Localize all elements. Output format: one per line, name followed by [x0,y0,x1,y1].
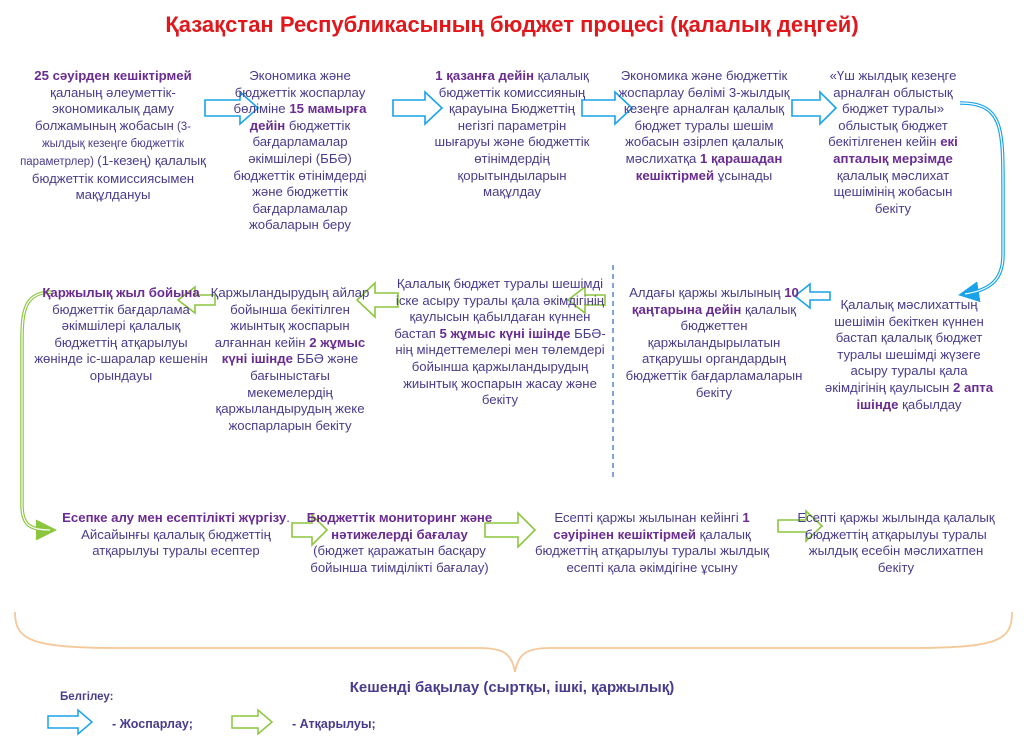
step-4-text-b: ұсынады [714,167,773,183]
step-12-monitoring [297,510,502,576]
step-7-program-approval [620,285,808,401]
step-2-budget-requests [220,68,380,234]
step-10-text: бюджеттік бағдарлама әкімшілері қалалық бюджеттің атқарылуы жөнінде іс-шаралар кешенін орындауы [34,301,208,383]
legend-execution-arrow [232,710,272,734]
step-11-accounting-reporting [60,510,292,560]
step-10-execution-measures [30,285,212,385]
step-7-text-b: қалалық бюджеттен қаржыландырылатын атқарушы органдардың бюджеттік бағдарламаларын бекіту [625,301,803,400]
step-2-text-b: бюджеттік бағдарламалар әкімшілері (ББӘ) бюджеттік өтінімдерді және бюджеттік бағдарламалар жобаларын беру [233,117,367,233]
step-12-text: (бюджет қаражатын басқару бойынша тиімділікті бағалау) [310,543,489,575]
step-12-title: Бюджеттік мониторинг және нәтижелерді бағалау [306,510,493,542]
step-7-deadline: 10 қаңтарына дейін [631,285,799,317]
step-1-deadline: 25 сәуірден кешіктірмей [34,68,192,83]
step-4-text-a: Экономика және бюджеттік жоспарлау бөлімі 3-жылдық кезеңге арналған қалалық бюджет туралы шешім жобасын әзірлеп қалалық мәслихатқа [618,68,790,166]
step-4-deadline: 1 қарашадан кешіктірмей [635,150,783,183]
complex-control-label: Кешенді бақылау (сыртқы, ішкі, қаржылық) [349,679,675,696]
step-1-forecast-approval [18,68,208,204]
step-8-financing-plan [392,276,608,409]
step-13-deadline: 1 сәуірінен кешіктірмей [553,510,750,542]
step-13-text-b: қалалық бюджеттің атқарылуы туралы жылдық есепті қала әкімдігіне ұсыну [534,526,770,575]
step-6-akimat-resolution [820,297,998,413]
step-11-text: . Айсайынғы қалалық бюджеттің атқарылуы туралы есептер [81,510,290,559]
step-5-text-a: «Үш жылдық кезеңге арналған облыстық бюджет туралы» облыстық бюджет бекітілгенен кейін [828,68,957,150]
step-5-maslikhat-approval [823,68,963,217]
step-3-text: қалалық бюджеттік комиссияның қарауына Бюджеттің негізгі параметрін шығаруы және бюджеттік өтінімдердің қорытындыларын мақұлдау [434,68,590,200]
step-6-text-b: қабылдау [898,396,962,412]
step-1-text-small: (3-жылдық кезеңге бюджеттік параметрлер) [20,120,192,168]
step-3-deadline: 1 қазанға дейін [435,68,534,83]
step-1-text-a: қаланың әлеуметтік-экономикалық даму болжамының жобасын [34,84,176,133]
step-2-text-a: Экономика және бюджеттік жоспарлау бөліміне [233,68,366,117]
step-4-draft-decision [618,68,790,184]
step-8-deadline: 5 жұмыс күні ішінде [439,325,571,341]
step-1-text-b: (1-кезең) қалалық бюджеттік комиссиясымен мақұлдануы [31,152,206,203]
step-3-commission-review [432,68,592,201]
step-9-text-a: Қаржыландырудың айлар бойынша бекітілген жиынтық жоспарын алғаннан кейін [210,285,370,350]
step-6-deadline: 2 апта ішінде [856,379,994,412]
step-2-deadline: 15 мамырға дейін [249,101,367,133]
step-9-deadline: 2 жұмыс күні ішінде [221,334,366,367]
legend-planning-label: - Жоспарлау; [112,717,193,731]
step-13-annual-report [532,510,772,576]
step-5-text-b: қалалық мәслихат щешімінің жобасын бекіту [833,167,953,216]
legend-execution-label: - Атқарылуы; [292,717,376,731]
page-title: Қазақстан Республикасының бюджет процесі (қалалық деңгей) [165,12,859,37]
step-8-text-a: Қалалық бюджет туралы шешімді іске асыру туралы қала әкімдігінің қаулысын қабылдаған күннен бастап [394,276,605,341]
legend-planning-arrow [48,710,92,734]
step-7-text-a: Алдағы қаржы жылының [629,285,785,300]
step-6-text-a: Қалалық мәслихаттың шешімін бекіткен күннен бастап қалалық бюджет туралы шешімді жүзеге асыру туралы қала әкімдігінің қаулысын [824,297,984,395]
legend-title: Белгілеу: [60,691,114,703]
step-14-text: Есепті қаржы жылында қалалық бюджеттің атқарылуы туралы жылдық есебін мәслихатпен бекіту [797,510,995,575]
step-14-report-approval [796,510,996,576]
step-9-text-b: ББӘ және бағыныстағы мекемелердің қаржыландырудың жеке жоспарларын бекіту [215,351,365,433]
step-8-text-b: ББӘ-нің міндеттемелері мен төлемдері бойынша қаржыландырудың жиынтық жоспарын жасау және бекіту [395,325,606,408]
planning-arrow-5 [960,103,1003,294]
step-11-title: Есепке алу мен есептілікті жүргізу [62,510,287,525]
step-5-deadline: екі апталық мерзімде [833,134,958,166]
step-10-period: Қаржылық жыл бойына [42,285,200,300]
step-9-individual-plans [210,285,370,434]
control-brace [15,612,1012,672]
step-13-text-a: Есепті қаржы жылынан кейінгі [554,510,743,525]
